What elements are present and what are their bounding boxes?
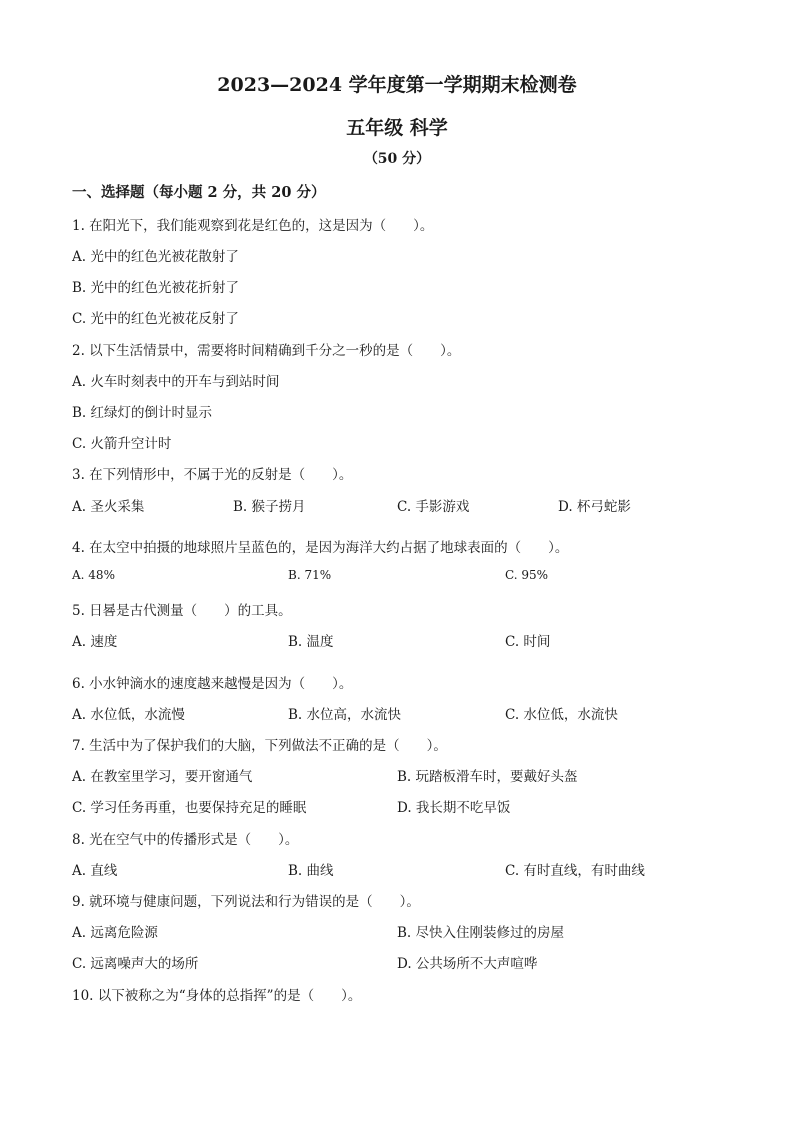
question-option: B. 红绿灯的倒计时显示 xyxy=(72,405,213,421)
question-option: A. 圣火采集 xyxy=(72,499,145,515)
question-option: C. 光中的红色光被花反射了 xyxy=(72,311,239,327)
question-option: B. 光中的红色光被花折射了 xyxy=(72,280,240,296)
question-stem: 1. 在阳光下，我们能观察到花是红色的，这是因为（ ）。 xyxy=(72,218,434,234)
question-stem: 8. 光在空气中的传播形式是（ ）。 xyxy=(72,832,299,848)
question-option: A. 光中的红色光被花散射了 xyxy=(72,249,239,265)
exam-title: 2023—2024 学年度第一学期期末检测卷 xyxy=(217,74,577,96)
question-option: A. 火车时刻表中的开车与到站时间 xyxy=(72,374,280,390)
question-option: A. 远离危险源 xyxy=(72,925,158,941)
question-option: A. 在教室里学习，要开窗通气 xyxy=(72,769,253,785)
question-option: B. 猴子捞月 xyxy=(233,499,306,515)
question-stem: 6. 小水钟滴水的速度越来越慢是因为（ ）。 xyxy=(72,676,353,692)
question-option: C. 有时直线，有时曲线 xyxy=(505,863,645,879)
question-option: C. 95% xyxy=(505,568,549,582)
question-option: D. 公共场所不大声喧哗 xyxy=(397,956,538,972)
question-stem: 5. 日晷是古代测量（ ）的工具。 xyxy=(72,603,292,619)
question-option: A. 48% xyxy=(72,568,115,582)
question-option: B. 曲线 xyxy=(288,863,334,879)
question-stem: 9. 就环境与健康问题，下列说法和行为错误的是（ ）。 xyxy=(72,894,420,910)
question-stem: 2. 以下生活情景中，需要将时间精确到千分之一秒的是（ ）。 xyxy=(72,343,461,359)
question-option: C. 水位低，水流快 xyxy=(505,707,618,723)
question-stem: 4. 在太空中拍摄的地球照片呈蓝色的，是因为海洋大约占据了地球表面的（ ）。 xyxy=(72,540,569,556)
question-stem: 3. 在下列情形中，不属于光的反射是（ ）。 xyxy=(72,467,353,483)
question-stem: 10. 以下被称之为“身体的总指挥”的是（ ）。 xyxy=(72,988,362,1004)
section-heading: 一、选择题（每小题 2 分，共 20 分） xyxy=(72,184,326,201)
question-option: C. 火箭升空计时 xyxy=(72,436,172,452)
question-option: B. 温度 xyxy=(288,634,334,650)
question-option: B. 玩踏板滑车时，要戴好头盔 xyxy=(397,769,578,785)
exam-subtitle: 五年级 科学 xyxy=(346,117,448,139)
question-option: C. 远离噪声大的场所 xyxy=(72,956,199,972)
question-option: B. 尽快入住刚装修过的房屋 xyxy=(397,925,565,941)
question-option: C. 时间 xyxy=(505,634,551,650)
question-option: A. 速度 xyxy=(72,634,118,650)
exam-score: （50 分） xyxy=(363,151,431,167)
question-option: B. 71% xyxy=(288,568,332,582)
question-option: D. 我长期不吃早饭 xyxy=(397,800,511,816)
question-option: B. 水位高，水流快 xyxy=(288,707,402,723)
question-option: D. 杯弓蛇影 xyxy=(558,499,631,515)
question-option: C. 学习任务再重，也要保持充足的睡眠 xyxy=(72,800,307,816)
question-option: A. 直线 xyxy=(72,863,118,879)
question-stem: 7. 生活中为了保护我们的大脑，下列做法不正确的是（ ）。 xyxy=(72,738,447,754)
question-option: C. 手影游戏 xyxy=(397,499,470,515)
question-option: A. 水位低，水流慢 xyxy=(72,707,185,723)
